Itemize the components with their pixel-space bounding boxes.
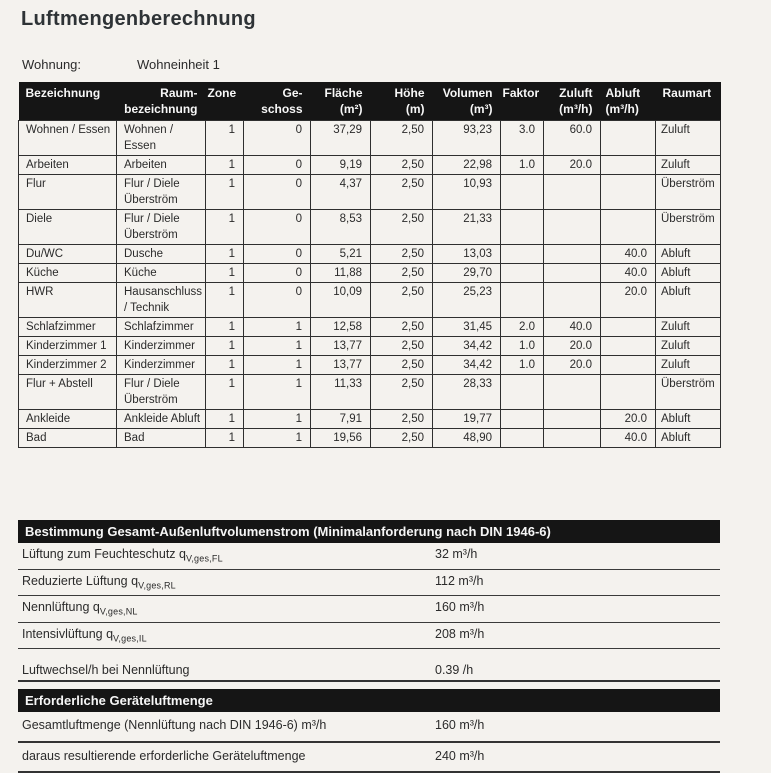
wohnung-value: Wohneinheit 1 (137, 57, 220, 72)
cell-flaeche: 13,77 (311, 356, 371, 375)
cell-zuluft: 40.0 (544, 318, 601, 337)
cell-bezeichnung: Küche (19, 264, 117, 283)
cell-zuluft (544, 175, 601, 210)
cell-flaeche: 37,29 (311, 121, 371, 156)
column-header-line1: Raum- (119, 85, 198, 101)
cell-faktor (501, 264, 544, 283)
cell-hoehe: 2,50 (371, 318, 433, 337)
cell-geschoss: 1 (244, 318, 311, 337)
cell-bezeichnung: Diele (19, 210, 117, 245)
cell-raumart: Überström (656, 175, 721, 210)
cell-geschoss: 0 (244, 210, 311, 245)
calc-row-subscript: V,ges,RL (138, 580, 176, 590)
cell-volumen: 22,98 (433, 156, 501, 175)
cell-abluft: 20.0 (601, 410, 656, 429)
cell-zone: 1 (206, 283, 244, 318)
cell-geschoss: 1 (244, 337, 311, 356)
cell-zone: 1 (206, 375, 244, 410)
cell-abluft: 40.0 (601, 264, 656, 283)
table-header-row (19, 82, 721, 121)
cell-hoehe: 2,50 (371, 121, 433, 156)
cell-bezeichnung: Flur + Abstell (19, 375, 117, 410)
column-header (656, 82, 721, 121)
cell-raumbezeichnung: Wohnen / Essen (117, 121, 206, 156)
cell-bezeichnung: HWR (19, 283, 117, 318)
cell-zuluft: 20.0 (544, 337, 601, 356)
cell-bezeichnung: Schlafzimmer (19, 318, 117, 337)
cell-faktor (501, 410, 544, 429)
cell-zuluft (544, 375, 601, 410)
cell-raumbezeichnung: Flur / Diele Überström (117, 175, 206, 210)
cell-zuluft (544, 264, 601, 283)
cell-flaeche: 11,33 (311, 375, 371, 410)
cell-abluft (601, 375, 656, 410)
cell-zone: 1 (206, 429, 244, 448)
cell-abluft: 40.0 (601, 429, 656, 448)
luftwechsel-label: Luftwechsel/h bei Nennlüftung (22, 663, 435, 678)
section2-header-bar (18, 689, 720, 712)
cell-zuluft: 20.0 (544, 156, 601, 175)
cell-faktor (501, 375, 544, 410)
column-header (244, 82, 311, 121)
column-header (544, 82, 601, 121)
cell-raumbezeichnung: Kinderzimmer (117, 337, 206, 356)
calc-row-subscript: V,ges,NL (100, 607, 138, 617)
column-header-line2 (208, 101, 236, 117)
cell-zone: 1 (206, 245, 244, 264)
cell-raumart: Abluft (656, 283, 721, 318)
cell-volumen: 19,77 (433, 410, 501, 429)
cell-geschoss: 1 (244, 429, 311, 448)
cell-volumen: 28,33 (433, 375, 501, 410)
cell-raumbezeichnung: Arbeiten (117, 156, 206, 175)
column-header-line2: (m³/h) (606, 101, 654, 117)
cell-zuluft (544, 429, 601, 448)
cell-volumen: 93,23 (433, 121, 501, 156)
cell-zuluft (544, 245, 601, 264)
calc-row-value: 160 m³/h (435, 600, 484, 620)
column-header (311, 82, 371, 121)
cell-raumart: Zuluft (656, 337, 721, 356)
calc-row-label: Intensivlüftung $q_{V,ges,IL}$ (22, 627, 435, 647)
calc-row (18, 743, 720, 773)
table-row (19, 375, 721, 410)
table-row (19, 245, 721, 264)
cell-raumbezeichnung: Schlafzimmer (117, 318, 206, 337)
calc-row-luftwechsel (18, 657, 720, 682)
section-geraeteluftmenge (18, 689, 771, 773)
cell-raumart: Abluft (656, 264, 721, 283)
cell-zone: 1 (206, 264, 244, 283)
cell-raumbezeichnung: Dusche (117, 245, 206, 264)
table-row (19, 121, 721, 156)
cell-geschoss: 0 (244, 283, 311, 318)
cell-raumart: Abluft (656, 410, 721, 429)
cell-volumen: 25,23 (433, 283, 501, 318)
cell-geschoss: 1 (244, 375, 311, 410)
wohnung-line (22, 57, 771, 73)
cell-raumart: Überström (656, 210, 721, 245)
section2-rows (18, 712, 720, 773)
calc-row-value: 208 m³/h (435, 627, 484, 647)
cell-zuluft (544, 410, 601, 429)
cell-raumart: Zuluft (656, 156, 721, 175)
calc-row-label: Gesamtluftmenge (Nennlüftung nach DIN 1946-6) m³/h (22, 718, 435, 738)
cell-zone: 1 (206, 318, 244, 337)
table-row (19, 175, 721, 210)
cell-bezeichnung: Ankleide (19, 410, 117, 429)
column-header (601, 82, 656, 121)
cell-raumart: Zuluft (656, 121, 721, 156)
cell-zone: 1 (206, 356, 244, 375)
cell-hoehe: 2,50 (371, 264, 433, 283)
cell-abluft: 40.0 (601, 245, 656, 264)
cell-geschoss: 1 (244, 356, 311, 375)
column-header-line2: bezeichnung (119, 101, 198, 117)
cell-flaeche: 10,09 (311, 283, 371, 318)
cell-abluft (601, 121, 656, 156)
calc-row (18, 570, 720, 597)
cell-raumbezeichnung: Kinderzimmer (117, 356, 206, 375)
cell-zuluft (544, 210, 601, 245)
cell-hoehe: 2,50 (371, 210, 433, 245)
cell-volumen: 10,93 (433, 175, 501, 210)
column-header-line1: Zone (208, 85, 236, 101)
cell-flaeche: 8,53 (311, 210, 371, 245)
cell-bezeichnung: Kinderzimmer 2 (19, 356, 117, 375)
column-header-line2: (m) (373, 101, 425, 117)
cell-volumen: 21,33 (433, 210, 501, 245)
cell-faktor (501, 283, 544, 318)
cell-volumen: 48,90 (433, 429, 501, 448)
calc-row-label: Nennlüftung $q_{V,ges,NL}$ (22, 600, 435, 620)
calc-row-value: 32 m³/h (435, 547, 477, 567)
table-row (19, 318, 721, 337)
cell-flaeche: 11,88 (311, 264, 371, 283)
cell-volumen: 31,45 (433, 318, 501, 337)
cell-geschoss: 1 (244, 410, 311, 429)
cell-volumen: 34,42 (433, 337, 501, 356)
cell-faktor (501, 210, 544, 245)
calc-row (18, 543, 720, 570)
column-header-line1: Höhe (373, 85, 425, 101)
column-header-line2: (m²) (313, 101, 363, 117)
section1-header-bar (18, 520, 720, 543)
cell-volumen: 29,70 (433, 264, 501, 283)
calc-row-value: 160 m³/h (435, 718, 484, 738)
cell-abluft: 20.0 (601, 283, 656, 318)
page-title: Luftmengenberechnung (21, 8, 771, 31)
cell-raumbezeichnung: Ankleide Abluft (117, 410, 206, 429)
cell-faktor (501, 245, 544, 264)
cell-zone: 1 (206, 410, 244, 429)
cell-bezeichnung: Bad (19, 429, 117, 448)
cell-hoehe: 2,50 (371, 337, 433, 356)
cell-hoehe: 2,50 (371, 375, 433, 410)
table-row (19, 356, 721, 375)
column-header-line1: Faktor (503, 85, 536, 101)
column-header-line1: Volumen (435, 85, 493, 101)
column-header (433, 82, 501, 121)
cell-hoehe: 2,50 (371, 429, 433, 448)
cell-geschoss: 0 (244, 121, 311, 156)
calc-row-value: 240 m³/h (435, 749, 484, 769)
calc-row (18, 596, 720, 623)
cell-abluft (601, 337, 656, 356)
table-header (19, 82, 721, 121)
cell-flaeche: 7,91 (311, 410, 371, 429)
cell-hoehe: 2,50 (371, 175, 433, 210)
section1-title: Bestimmung Gesamt-Außenluftvolumenstrom (Minimalanforderung nach DIN 1946-6) (25, 524, 551, 539)
column-header-line1: Abluft (606, 85, 654, 101)
luftwechsel-value: 0.39 /h (435, 663, 473, 678)
table-row (19, 283, 721, 318)
cell-zone: 1 (206, 210, 244, 245)
cell-zuluft (544, 283, 601, 318)
calc-row-subscript: V,ges,FL (186, 554, 223, 564)
section-aussenluftvolumenstrom (18, 520, 771, 682)
cell-hoehe: 2,50 (371, 245, 433, 264)
cell-zuluft: 60.0 (544, 121, 601, 156)
cell-abluft (601, 175, 656, 210)
cell-bezeichnung: Arbeiten (19, 156, 117, 175)
cell-flaeche: 9,19 (311, 156, 371, 175)
cell-raumbezeichnung: Küche (117, 264, 206, 283)
cell-hoehe: 2,50 (371, 356, 433, 375)
cell-geschoss: 0 (244, 175, 311, 210)
cell-faktor: 2.0 (501, 318, 544, 337)
cell-flaeche: 13,77 (311, 337, 371, 356)
cell-abluft (601, 156, 656, 175)
cell-zone: 1 (206, 175, 244, 210)
table-row (19, 264, 721, 283)
cell-flaeche: 4,37 (311, 175, 371, 210)
column-header-line2 (663, 101, 719, 117)
cell-zuluft: 20.0 (544, 356, 601, 375)
cell-faktor (501, 175, 544, 210)
cell-faktor: 1.0 (501, 337, 544, 356)
column-header-line1: Bezeichnung (26, 85, 115, 101)
calc-row-label: Lüftung zum Feuchteschutz $q_{V,ges,FL}$ (22, 547, 435, 567)
column-header (206, 82, 244, 121)
cell-faktor: 3.0 (501, 121, 544, 156)
cell-raumart: Zuluft (656, 356, 721, 375)
calc-row-value: 112 m³/h (435, 574, 483, 594)
cell-bezeichnung: Flur (19, 175, 117, 210)
cell-hoehe: 2,50 (371, 283, 433, 318)
column-header-line2: schoss (246, 101, 303, 117)
cell-geschoss: 0 (244, 156, 311, 175)
cell-flaeche: 12,58 (311, 318, 371, 337)
cell-flaeche: 5,21 (311, 245, 371, 264)
cell-raumbezeichnung: Flur / Diele Überström (117, 375, 206, 410)
cell-raumart: Abluft (656, 429, 721, 448)
table-row (19, 410, 721, 429)
calc-row (18, 623, 720, 650)
column-header (19, 82, 117, 121)
table-row (19, 210, 721, 245)
column-header-line1: Ge- (246, 85, 303, 101)
cell-raumart: Zuluft (656, 318, 721, 337)
calc-row-label: Reduzierte Lüftung $q_{V,ges,RL}$ (22, 574, 435, 594)
column-header (501, 82, 544, 121)
column-header-line1: Raumart (663, 85, 719, 101)
table-row (19, 156, 721, 175)
cell-zone: 1 (206, 121, 244, 156)
cell-bezeichnung: Kinderzimmer 1 (19, 337, 117, 356)
cell-zone: 1 (206, 337, 244, 356)
cell-abluft (601, 210, 656, 245)
cell-raumart: Abluft (656, 245, 721, 264)
table-body (19, 121, 721, 448)
cell-bezeichnung: Wohnen / Essen (19, 121, 117, 156)
cell-abluft (601, 356, 656, 375)
section2-title: Erforderliche Geräteluftmenge (25, 693, 213, 708)
column-header-line1: Fläche (313, 85, 363, 101)
table-row (19, 429, 721, 448)
cell-faktor: 1.0 (501, 156, 544, 175)
cell-zone: 1 (206, 156, 244, 175)
cell-flaeche: 19,56 (311, 429, 371, 448)
cell-volumen: 34,42 (433, 356, 501, 375)
cell-bezeichnung: Du/WC (19, 245, 117, 264)
cell-raumart: Überström (656, 375, 721, 410)
cell-hoehe: 2,50 (371, 156, 433, 175)
cell-volumen: 13,03 (433, 245, 501, 264)
calc-row-label: daraus resultierende erforderliche Geräteluftmenge (22, 749, 435, 769)
cell-raumbezeichnung: Bad (117, 429, 206, 448)
column-header-line2 (503, 101, 536, 117)
column-header-line2 (26, 101, 115, 117)
wohnung-label: Wohnung: (22, 57, 137, 72)
cell-raumbezeichnung: Flur / Diele Überström (117, 210, 206, 245)
cell-faktor: 1.0 (501, 356, 544, 375)
cell-abluft (601, 318, 656, 337)
cell-raumbezeichnung: Hausanschluss / Technik (117, 283, 206, 318)
calc-row-subscript: V,ges,IL (113, 633, 147, 643)
cell-hoehe: 2,50 (371, 410, 433, 429)
calc-row (18, 712, 720, 743)
cell-faktor (501, 429, 544, 448)
cell-geschoss: 0 (244, 264, 311, 283)
column-header-line1: Zuluft (546, 85, 593, 101)
column-header (117, 82, 206, 121)
column-header (371, 82, 433, 121)
section1-rows (18, 543, 720, 649)
column-header-line2: (m³/h) (546, 101, 593, 117)
cell-geschoss: 0 (244, 245, 311, 264)
table-row (19, 337, 721, 356)
column-header-line2: (m³) (435, 101, 493, 117)
luftmengen-table (18, 82, 721, 448)
